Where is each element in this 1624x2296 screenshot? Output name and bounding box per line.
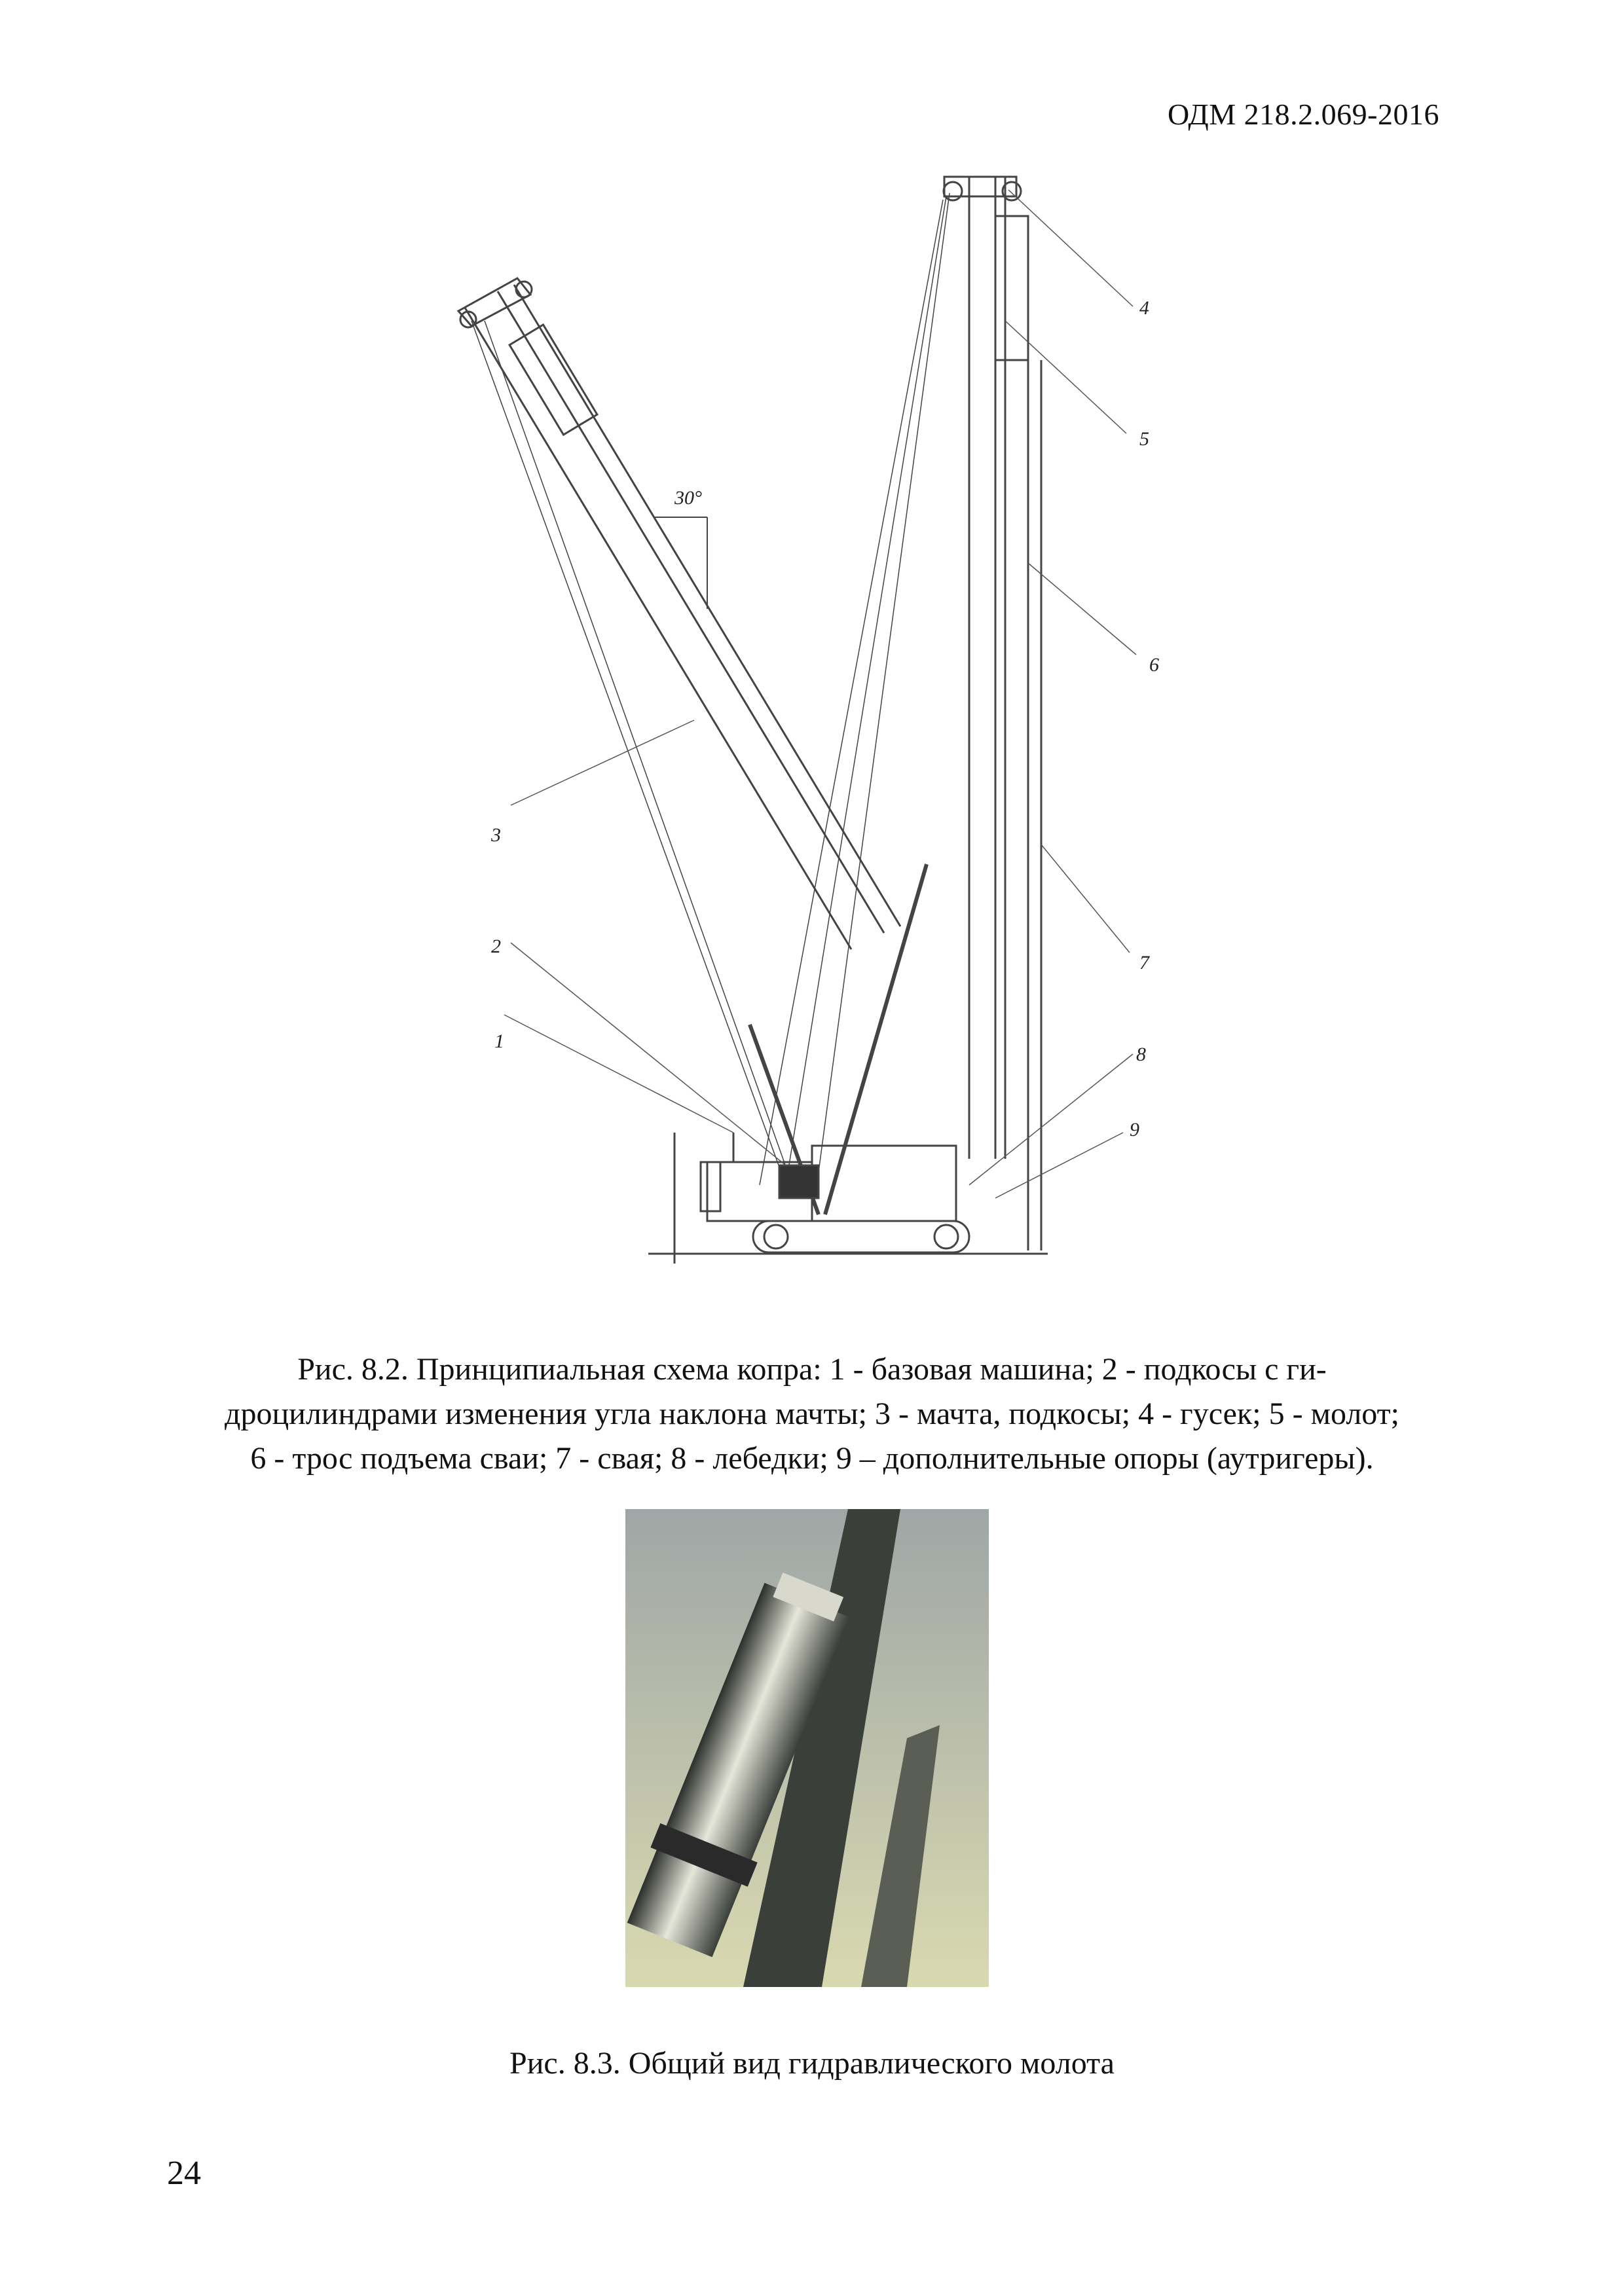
caption-line-1: Рис. 8.2. Принципиальная схема копра: 1 - базовая машина; 2 - подкосы с ги- [297, 1352, 1327, 1387]
callout-1: 1 [494, 1030, 504, 1052]
callout-7: 7 [1139, 952, 1149, 974]
callout-9: 9 [1130, 1119, 1139, 1140]
inclined-mast [458, 278, 900, 949]
pile-driver-diagram [367, 151, 1257, 1277]
callout-5: 5 [1139, 428, 1149, 450]
figure-8-3-caption: Рис. 8.3. Общий вид гидравлического молота [509, 2046, 1115, 2081]
callout-2: 2 [491, 936, 501, 957]
pile [1028, 360, 1041, 1250]
callout-8: 8 [1136, 1044, 1146, 1065]
callout-6: 6 [1149, 654, 1159, 676]
angle-label: 30° [674, 487, 702, 509]
hydraulic-hammer-photo [625, 1509, 989, 1987]
caption-line-3: 6 - трос подъема сваи; 7 - свая; 8 - лебедки; 9 – дополнительные опоры (аутригеры). [250, 1441, 1374, 1476]
hammer-vertical [995, 216, 1028, 360]
page-number: 24 [167, 2155, 201, 2192]
caption-line-2: дроцилиндрами изменения угла наклона мачты; 3 - мачта, подкосы; 4 - гусек; 5 - молот; [225, 1396, 1399, 1431]
callout-4: 4 [1139, 297, 1149, 319]
callout-3: 3 [491, 824, 501, 846]
document-code: ОДМ 218.2.069-2016 [1167, 98, 1439, 131]
figure-8-2-caption [164, 1347, 1460, 1481]
crawler-track [753, 1221, 969, 1252]
